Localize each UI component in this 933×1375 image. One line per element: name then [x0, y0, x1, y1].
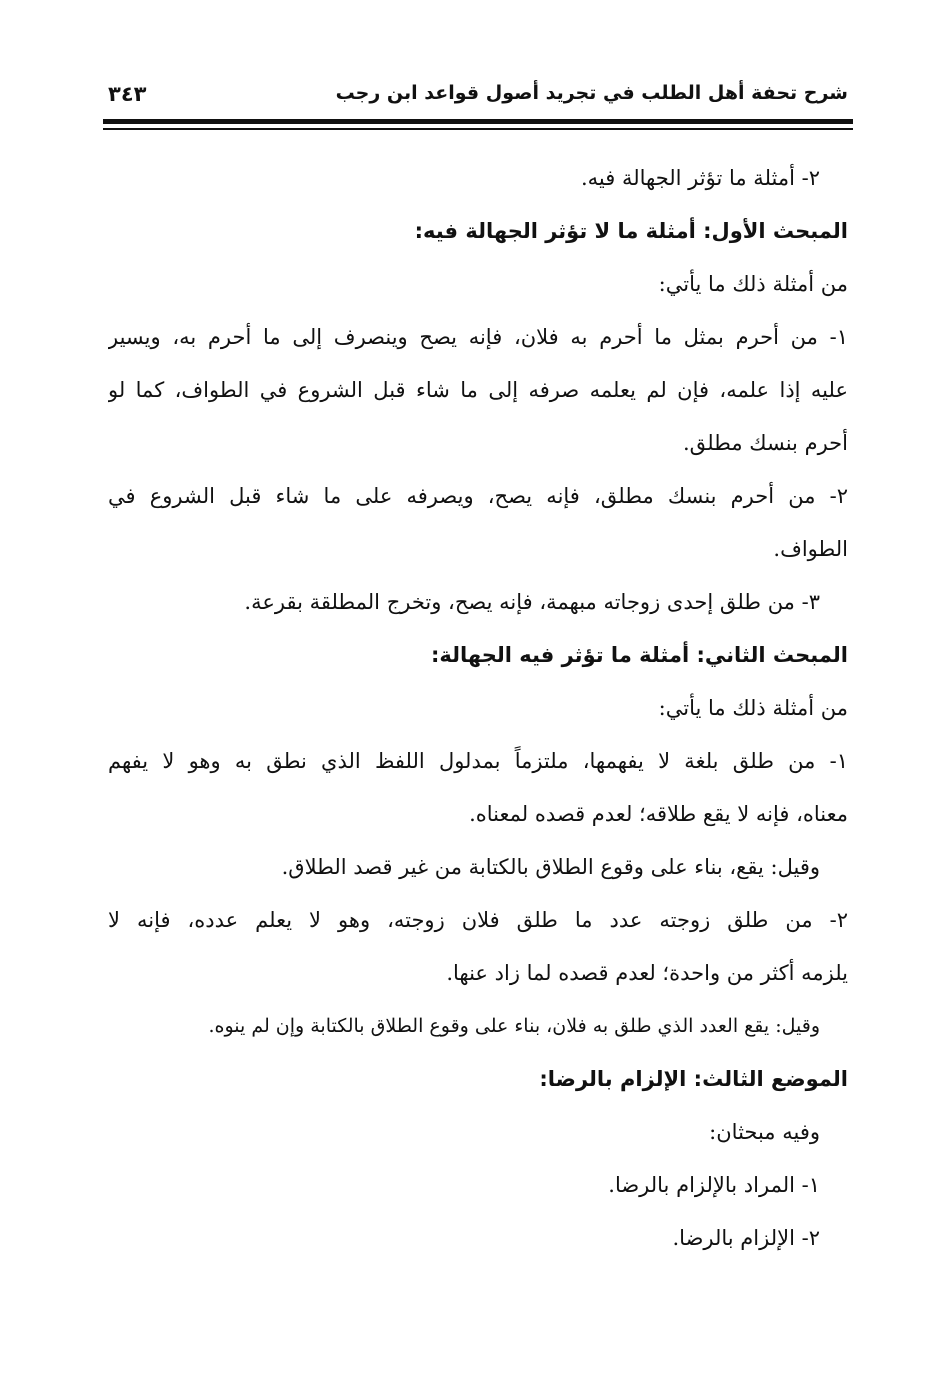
paragraph-line: وقيل: يقع، بناء على وقوع الطلاق بالكتابة من غير قصد الطلاق. [281, 855, 820, 879]
paragraph-line: الطواف. [773, 537, 848, 561]
paragraph-line: معناه، فإنه لا يقع طلاقه؛ لعدم قصده لمعناه. [469, 802, 848, 826]
list-item: ٢- الإلزام بالرضا. [672, 1226, 820, 1250]
paragraph-line: أحرم بنسك مطلق. [683, 431, 848, 455]
section-heading: الموضع الثالث: الإلزام بالرضا: [539, 1067, 848, 1091]
paragraph-line: وقيل: يقع العدد الذي طلق به فلان، بناء على وقوع الطلاق بالكتابة وإن لم ينوه. [208, 1015, 820, 1037]
page-number: ٣٤٣ [108, 82, 147, 106]
paragraph-line: عليه إذا علمه، فإن لم يعلمه صرفه إلى ما شاء قبل الشروع في الطواف، كما لو [108, 378, 848, 402]
paragraph-line: ٣- من طلق إحدى زوجاته مبهمة، فإنه يصح، وتخرج المطلقة بقرعة. [244, 590, 820, 614]
section-heading: المبحث الأول: أمثلة ما لا تؤثر الجهالة فيه: [414, 219, 848, 243]
list-item: ٢- أمثلة ما تؤثر الجهالة فيه. [581, 166, 820, 190]
paragraph-line: ٢- من أحرم بنسك مطلق، فإنه يصح، ويصرفه على ما شاء قبل الشروع في [108, 484, 848, 508]
header-rule-thick [103, 119, 853, 124]
paragraph-line: وفيه مبحثان: [709, 1120, 820, 1144]
paragraph-line: من أمثلة ذلك ما يأتي: [658, 272, 848, 296]
paragraph-line: من أمثلة ذلك ما يأتي: [658, 696, 848, 720]
body-text [108, 152, 848, 1265]
header-rule-thin [103, 128, 853, 130]
list-item: ١- المراد بالإلزام بالرضا. [608, 1173, 820, 1197]
running-title: شرح تحفة أهل الطلب في تجريد أصول قواعد ابن رجب [335, 82, 848, 104]
paragraph-line: يلزمه أكثر من واحدة؛ لعدم قصده لما زاد عنها. [446, 961, 848, 985]
paragraph-line: ١- من طلق بلغة لا يفهمها، ملتزماً بمدلول اللفظ الذي نطق به وهو لا يفهم [108, 749, 848, 773]
section-heading: المبحث الثاني: أمثلة ما تؤثر فيه الجهالة: [430, 643, 848, 667]
paragraph-line: ٢- من طلق زوجته عدد ما طلق فلان زوجته، وهو لا يعلم عدده، فإنه لا [108, 908, 848, 932]
paragraph-line: ١- من أحرم بمثل ما أحرم به فلان، فإنه يصح وينصرف إلى ما أحرم به، ويسير [108, 325, 848, 349]
running-header [108, 80, 848, 120]
